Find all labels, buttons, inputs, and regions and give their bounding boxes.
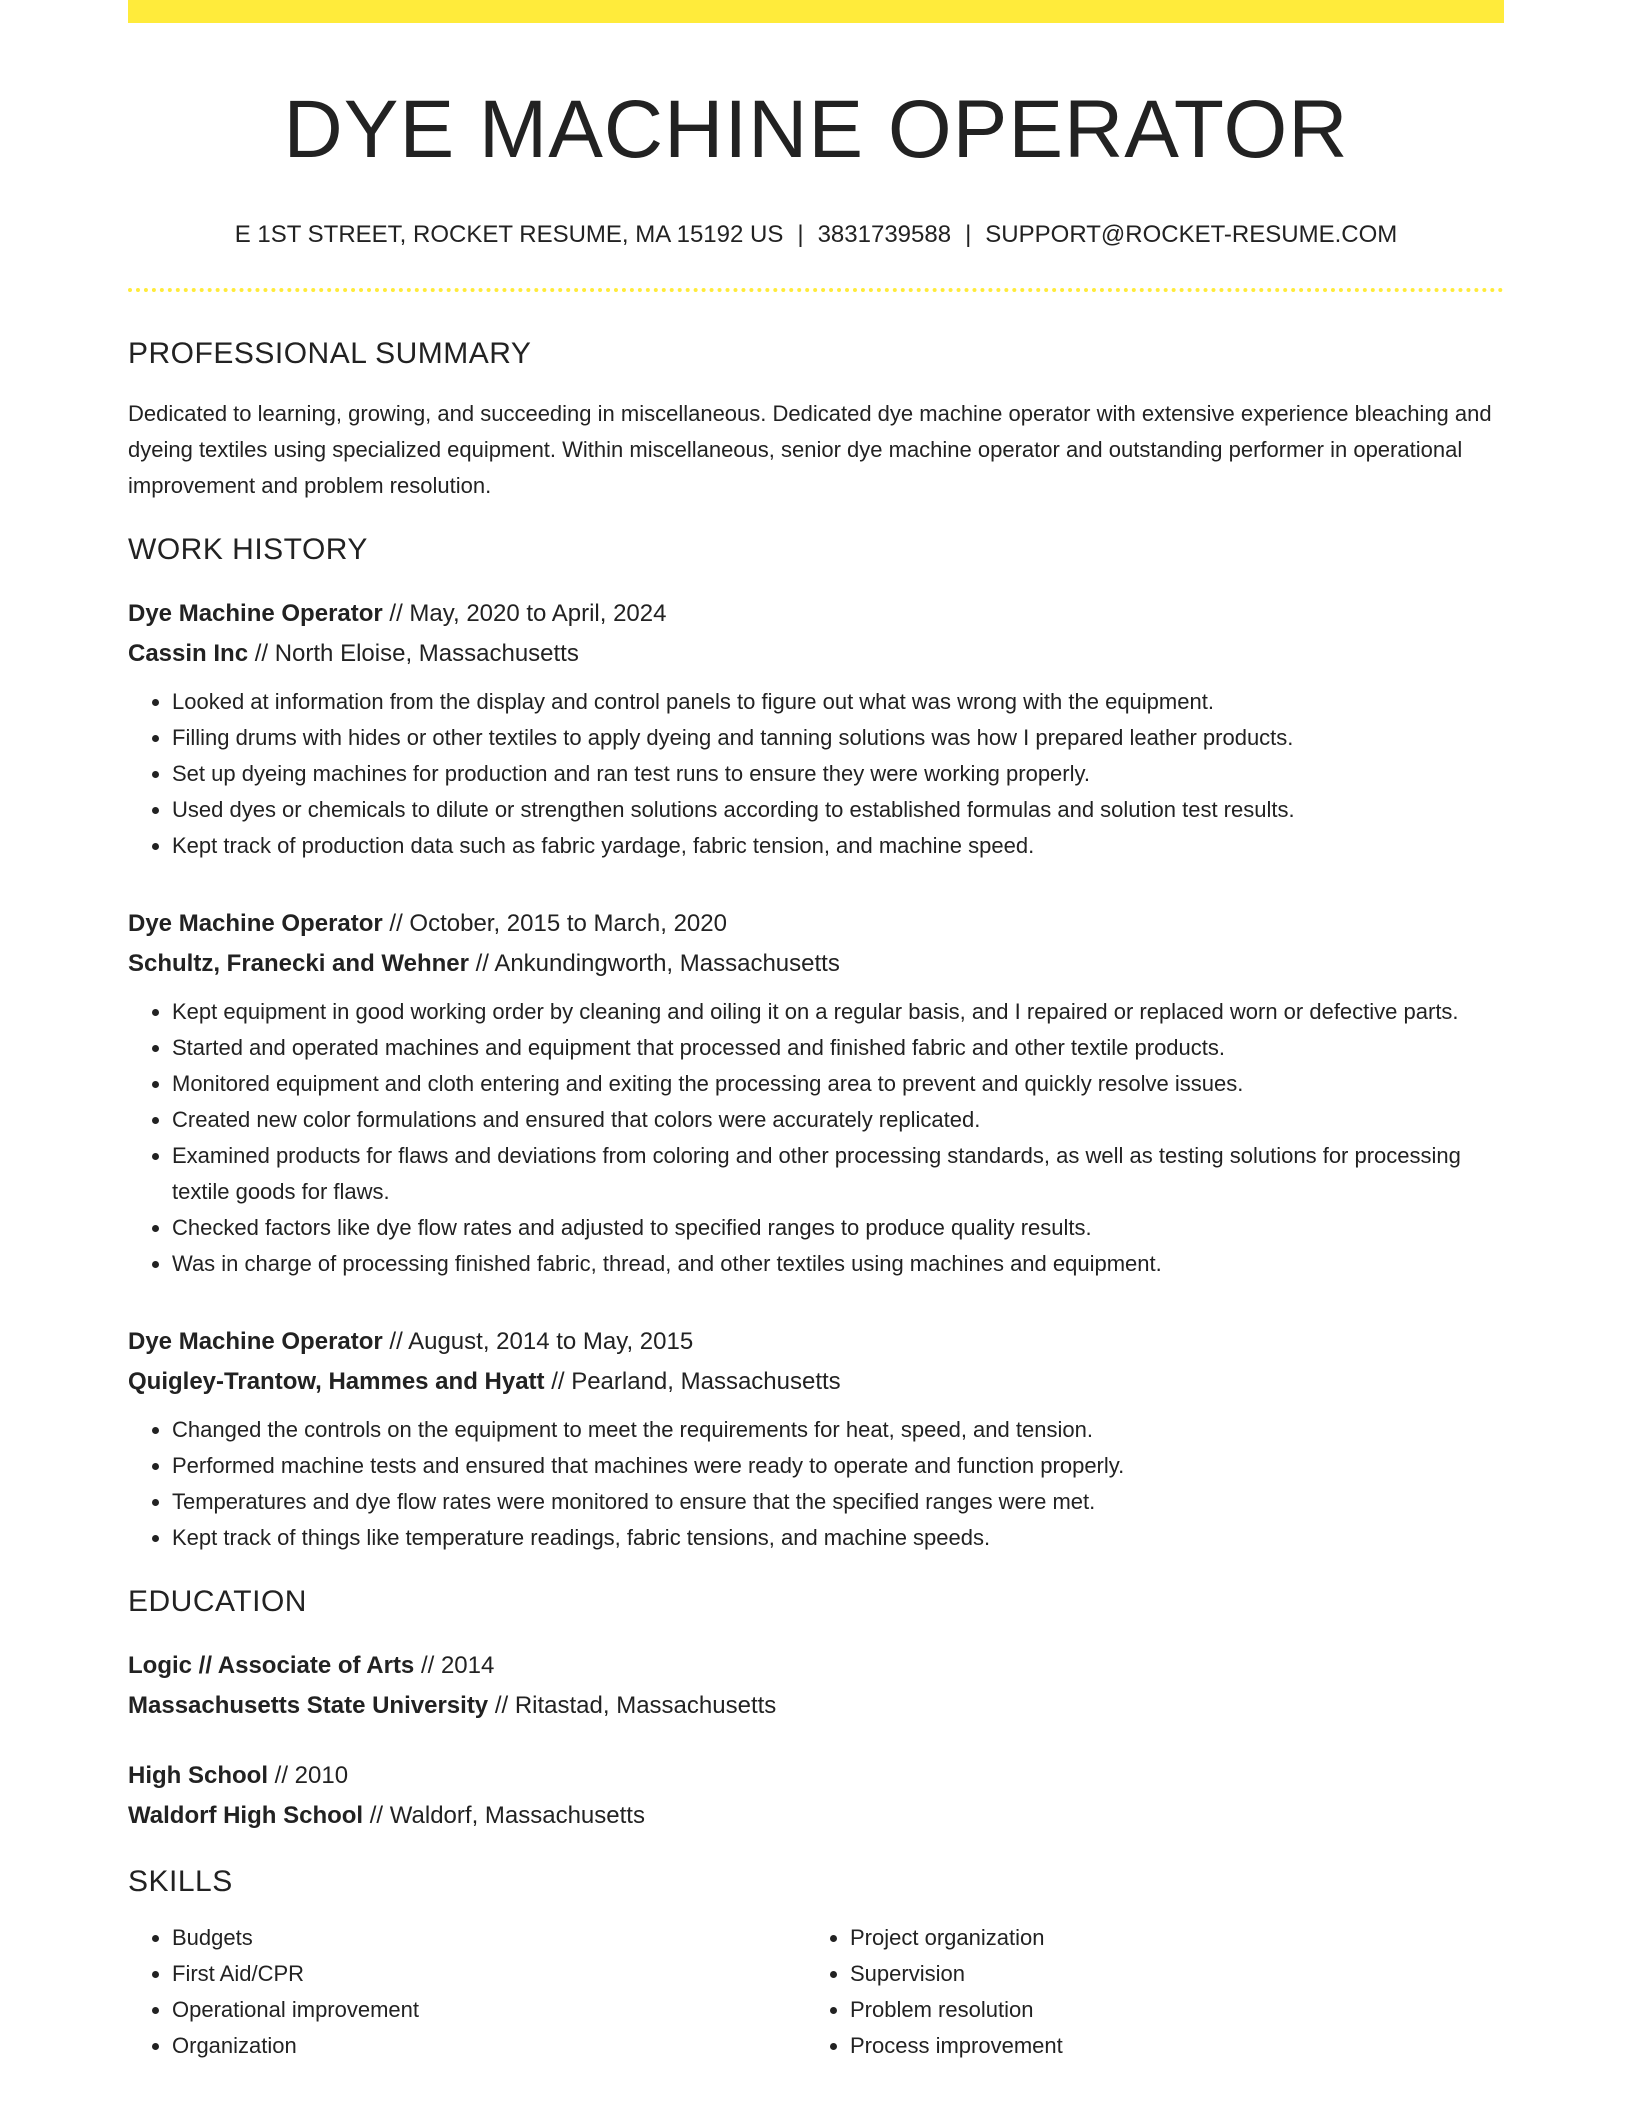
job-dates: // October, 2015 to March, 2020: [382, 910, 727, 938]
job-bullets: [128, 994, 1504, 1282]
section-title-summary: PROFESSIONAL SUMMARY: [128, 337, 532, 371]
list-item: • Project organization: [850, 1920, 1484, 1956]
list-item: • Performed machine tests and ensured that machines were ready to operate and function properly.: [172, 1448, 1504, 1484]
education-school: Waldorf High School: [128, 1802, 364, 1830]
resume-name: DYE MACHINE OPERATOR: [283, 84, 1349, 175]
list-item: • Problem resolution: [850, 1992, 1484, 2028]
job-company: Cassin Inc: [128, 640, 249, 668]
job-title-line: [128, 1322, 1504, 1362]
job-company-line: [128, 634, 1504, 674]
list-item: • Used dyes or chemicals to dilute or strengthen solutions according to established formulas and solution test results.: [172, 792, 1504, 828]
education-degree-line: [128, 1646, 1504, 1686]
education-school: Massachusetts State University: [128, 1692, 489, 1720]
list-item: • Checked factors like dye flow rates and adjusted to specified ranges to produce quality results.: [172, 1210, 1504, 1246]
education-school-line: [128, 1686, 1504, 1726]
job-location: // Pearland, Massachusetts: [544, 1368, 841, 1396]
education-degree-line: [128, 1756, 1504, 1796]
list-item: • Organization: [172, 2028, 806, 2064]
list-item: • Monitored equipment and cloth entering and exiting the processing area to prevent and quickly resolve issues.: [172, 1066, 1504, 1102]
contact-address: E 1ST STREET, ROCKET RESUME, MA 15192 US: [234, 221, 784, 249]
contact-line: [128, 221, 1504, 250]
job-entry: [128, 1322, 1504, 1556]
summary-text: Dedicated to learning, growing, and succeeding in miscellaneous. Dedicated dye machine operator with extensive experience bleaching and dyeing textiles using specialized equipment. Within miscellaneous, senior dye machine operator and outstanding performer in operational improvement and problem resolution.: [128, 401, 1492, 499]
job-dates: // May, 2020 to April, 2024: [382, 600, 667, 628]
section-title-education: EDUCATION: [128, 1585, 307, 1619]
skills-list-left: [128, 1920, 806, 2064]
section-title-work-history: WORK HISTORY: [128, 533, 368, 567]
education-degree: High School: [128, 1762, 268, 1790]
job-company-line: [128, 944, 1504, 984]
job-company: Quigley-Trantow, Hammes and Hyatt: [128, 1368, 545, 1396]
job-company-line: [128, 1362, 1504, 1402]
job-location: // Ankundingworth, Massachusetts: [468, 950, 840, 978]
list-item: • Operational improvement: [172, 1992, 806, 2028]
contact-email: SUPPORT@ROCKET-RESUME.COM: [985, 221, 1398, 249]
list-item: • Kept equipment in good working order by cleaning and oiling it on a regular basis, and I repaired or replaced worn or defective parts.: [172, 994, 1504, 1030]
contact-separator: |: [965, 221, 972, 249]
job-entry: [128, 594, 1504, 864]
list-item: • Created new color formulations and ensured that colors were accurately replicated.: [172, 1102, 1504, 1138]
education-degree: Logic // Associate of Arts: [128, 1652, 415, 1680]
list-item: • Kept track of things like temperature readings, fabric tensions, and machine speeds.: [172, 1520, 1504, 1556]
job-title-line: [128, 904, 1504, 944]
list-item: • Process improvement: [850, 2028, 1484, 2064]
top-accent-bar: [128, 0, 1504, 23]
job-role: Dye Machine Operator: [128, 600, 383, 628]
list-item: • Budgets: [172, 1920, 806, 1956]
list-item: • Temperatures and dye flow rates were monitored to ensure that the specified ranges were met.: [172, 1484, 1504, 1520]
resume-page: [128, 0, 1504, 2064]
education-year: // 2014: [414, 1652, 495, 1680]
list-item: • Filling drums with hides or other textiles to apply dyeing and tanning solutions was how I prepared leather products.: [172, 720, 1504, 756]
skills-columns: [128, 1920, 1504, 2064]
list-item: • Started and operated machines and equipment that processed and finished fabric and other textile products.: [172, 1030, 1504, 1066]
contact-phone: 3831739588: [817, 221, 952, 249]
section-title-skills: SKILLS: [128, 1865, 233, 1899]
job-bullets: [128, 684, 1504, 864]
job-role: Dye Machine Operator: [128, 1328, 383, 1356]
list-item: • Supervision: [850, 1956, 1484, 1992]
contact-separator: |: [797, 221, 804, 249]
job-company: Schultz, Franecki and Wehner: [128, 950, 469, 978]
list-item: • First Aid/CPR: [172, 1956, 806, 1992]
list-item: • Kept track of production data such as fabric yardage, fabric tension, and machine speed.: [172, 828, 1504, 864]
job-entry: [128, 904, 1504, 1282]
education-entry: [128, 1646, 1504, 1726]
list-item: • Was in charge of processing finished fabric, thread, and other textiles using machines and equipment.: [172, 1246, 1504, 1282]
list-item: • Set up dyeing machines for production and ran test runs to ensure they were working properly.: [172, 756, 1504, 792]
education-location: // Waldorf, Massachusetts: [363, 1802, 645, 1830]
education-location: // Ritastad, Massachusetts: [488, 1692, 777, 1720]
education-school-line: [128, 1796, 1504, 1836]
list-item: • Changed the controls on the equipment to meet the requirements for heat, speed, and tension.: [172, 1412, 1504, 1448]
job-location: // North Eloise, Massachusetts: [248, 640, 579, 668]
education-year: // 2010: [268, 1762, 349, 1790]
job-title-line: [128, 594, 1504, 634]
education-entry: [128, 1756, 1504, 1836]
job-dates: // August, 2014 to May, 2015: [382, 1328, 694, 1356]
job-role: Dye Machine Operator: [128, 910, 383, 938]
dotted-divider: [128, 288, 1504, 292]
list-item: • Examined products for flaws and deviations from coloring and other processing standards, as well as testing solutions for processing textile goods for flaws.: [172, 1138, 1504, 1210]
skills-list-right: [806, 1920, 1484, 2064]
job-bullets: [128, 1412, 1504, 1556]
list-item: • Looked at information from the display and control panels to figure out what was wrong with the equipment.: [172, 684, 1504, 720]
